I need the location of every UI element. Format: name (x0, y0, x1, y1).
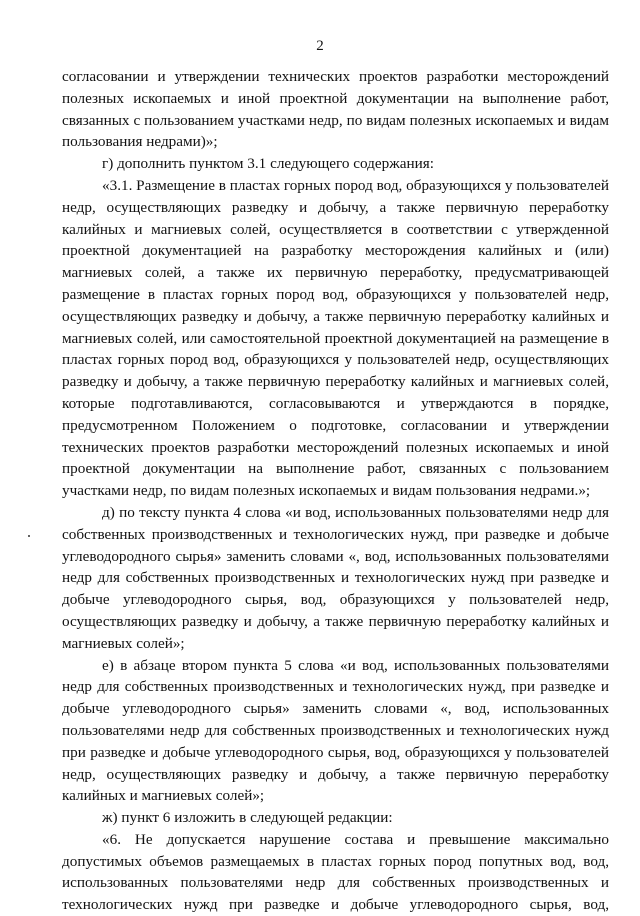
paragraph-continuation: согласовании и утверждении технических проектов разработки месторождений полезных ископаемых и иной проектной документации на выполнение работ, связанных с пользованием участками недр, по видам полезных ископаемых и видам пользования недрами)»; (62, 68, 609, 151)
paragraph-item-g: г) дополнить пунктом 3.1 следующего содержания: (102, 155, 434, 173)
paragraph-point-3-1: «3.1. Размещение в пластах горных пород вод, образующихся у пользователей недр, осуществляющих разведку и добычу, а также первичную переработку калийных и магниевых солей, осуществляется в соответствии с утвержденной проектной документацией на разработку месторождения калийных и (или) магниевых солей, а также их первичную переработку, предусматривающей размещение в пластах горных пород вод, образующихся у пользователей недр, осуществляющих разведку и добычу, а также первичную переработку калийных и магниевых солей, или самостоятельной проектной документацией на размещение в пластах горных пород вод, образующихся у пользователей недр, осуществляющих разведку и добычу, а также первичную переработку калийных и магниевых солей, которые подготавливаются, согласовываются и утверждаются в порядке, предусмотренном Положением о подготовке, согласовании и утверждении технических проектов разработки месторождений полезных ископаемых и иной проектной документации на выполнение работ, связанных с пользованием участками недр, по видам полезных ископаемых и видам пользования недрами.»; (62, 176, 609, 500)
scan-speck (28, 535, 30, 537)
paragraph-item-d: д) по тексту пункта 4 слова «и вод, использованных пользователями недр для собственных производственных и технологических нужд, при разведке и добыче углеводородного сырья» заменить словами «, вод, использованных пользователями недр для собственных производственных и технологических нужд при разведке и добыче углеводородного сырья, вод, образующихся у пользователей недр, осуществляющих разведку и добычу, а также первичную переработку калийных и магниевых солей»; (62, 503, 609, 652)
document-body (62, 66, 609, 916)
paragraph-item-zh: ж) пункт 6 изложить в следующей редакции: (102, 809, 393, 827)
paragraph-point-6: «6. Не допускается нарушение состава и превышение максимально допустимых объемов размещаемых в пластах горных пород попутных вод, вод, использованных пользователями недр для собственных производственных и технологических нужд при разведке и добыче углеводородного сырья, вод, (62, 830, 609, 914)
paragraph-item-e: е) в абзаце втором пункта 5 слова «и вод, использованных пользователями недр для собственных производственных и технологических нужд, при разведке и добыче углеводородного сырья» заменить словами «, вод, использованных пользователями недр для собственных производственных и технологических нужд при разведке и добыче углеводородного сырья, вод, образующихся у пользователей недр, осуществляющих разведку и добычу, а также первичную переработку калийных и магниевых солей»; (62, 656, 609, 805)
page-number: 2 (316, 38, 324, 54)
